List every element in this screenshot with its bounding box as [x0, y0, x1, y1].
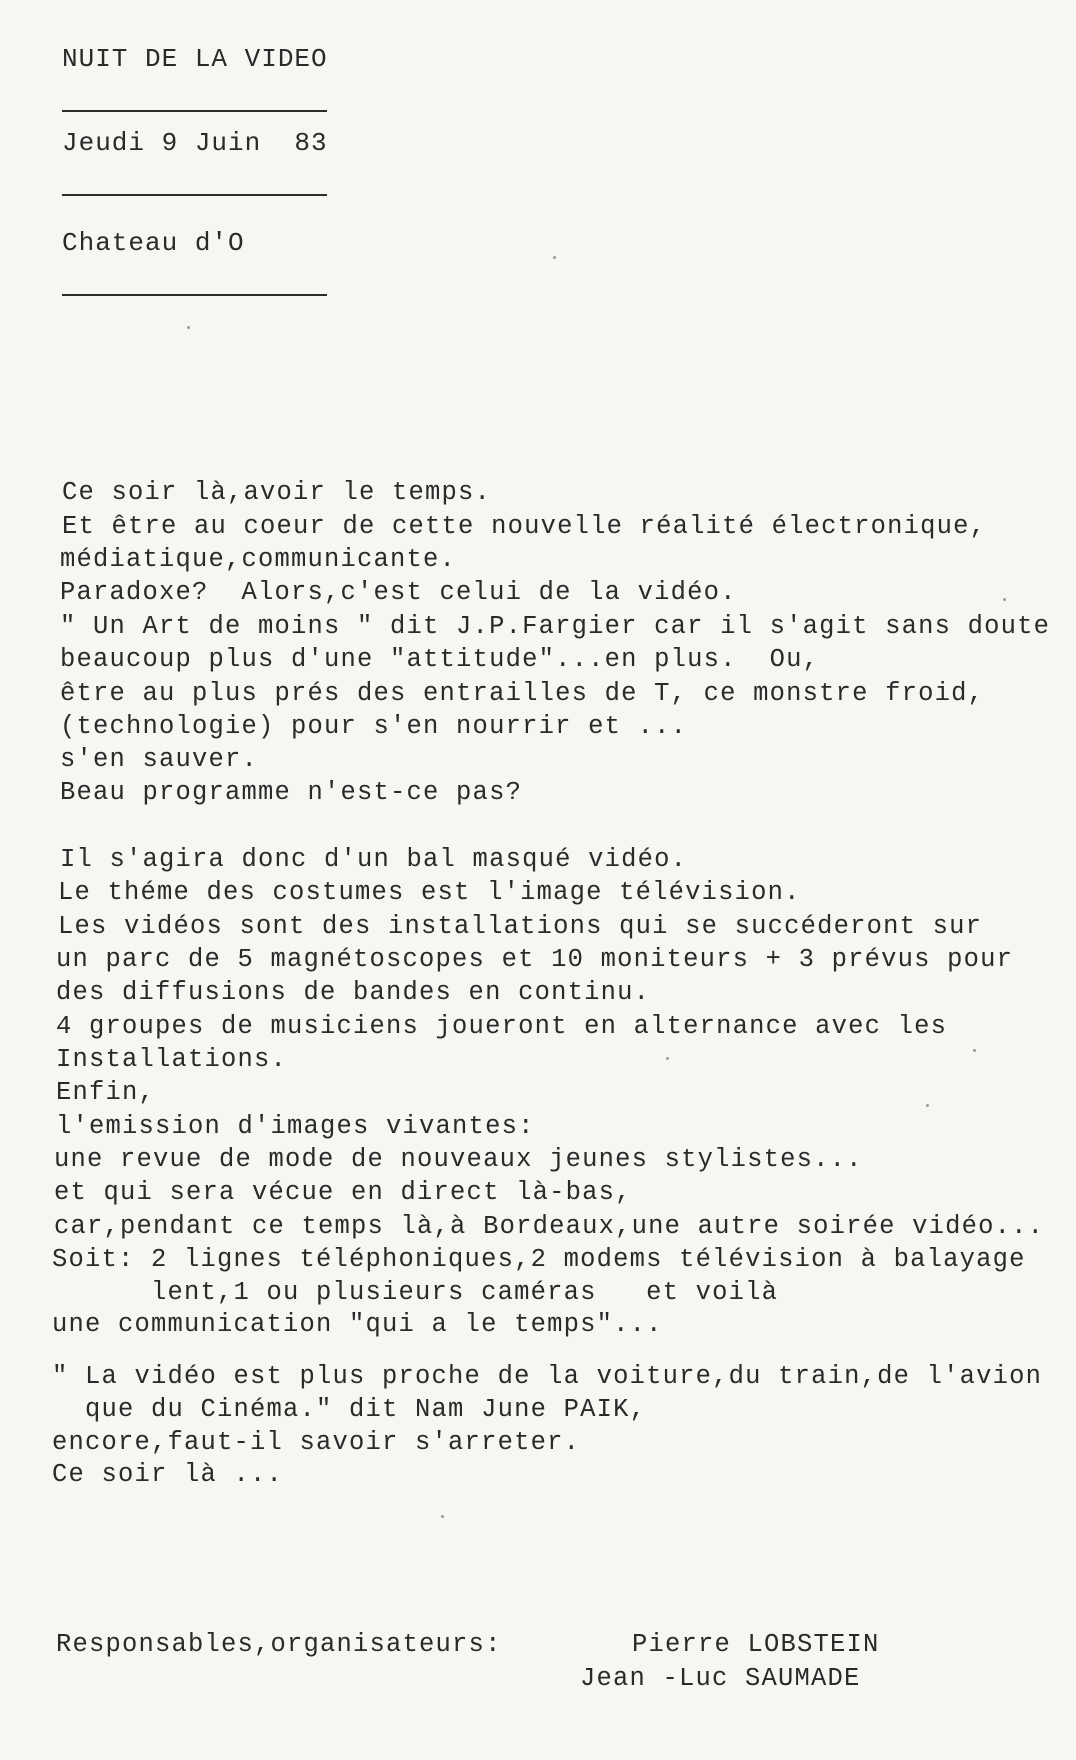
- place-rule: [62, 294, 327, 296]
- body-line: une revue de mode de nouveaux jeunes stylistes...: [54, 1145, 863, 1174]
- body-line: un parc de 5 magnétoscopes et 10 moniteurs + 3 prévus pour: [56, 945, 1014, 974]
- body-line: encore,faut-il savoir s'arreter.: [52, 1428, 581, 1457]
- body-line: Et être au coeur de cette nouvelle réalité électronique,: [62, 512, 987, 541]
- organizers-label: Responsables,organisateurs:: [56, 1630, 502, 1659]
- organizer-name: Pierre LOBSTEIN: [632, 1630, 880, 1659]
- body-line: Paradoxe? Alors,c'est celui de la vidéo.: [60, 578, 737, 607]
- document-title: NUIT DE LA VIDEO: [62, 44, 328, 74]
- paper-speck: [441, 1515, 444, 1518]
- body-line: " La vidéo est plus proche de la voiture,du train,de l'avion: [52, 1362, 1043, 1391]
- body-line: des diffusions de bandes en continu.: [56, 978, 651, 1007]
- paper-speck: [187, 326, 190, 329]
- body-line: 4 groupes de musiciens joueront en alternance avec les: [56, 1012, 948, 1041]
- body-line: Le théme des costumes est l'image télévision.: [58, 878, 801, 907]
- body-line: Il s'agira donc d'un bal masqué vidéo.: [60, 845, 688, 874]
- body-line: car,pendant ce temps là,à Bordeaux,une autre soirée vidéo...: [54, 1212, 1045, 1241]
- body-line: Ce soir là,avoir le temps.: [62, 478, 492, 507]
- paper-speck: [973, 1049, 976, 1052]
- event-place: Chateau d'O: [62, 228, 245, 258]
- body-line: s'en sauver.: [60, 745, 259, 774]
- paper-speck: [553, 256, 556, 259]
- body-line: Ce soir là ...: [52, 1460, 284, 1489]
- body-line: Les vidéos sont des installations qui se succéderont sur: [58, 912, 983, 941]
- paper-speck: [1003, 598, 1006, 601]
- title-rule: [62, 110, 327, 112]
- body-line: beaucoup plus d'une "attitude"...en plus. Ou,: [60, 645, 820, 674]
- paper-speck: [926, 1104, 929, 1107]
- body-line: être au plus prés des entrailles de T, ce monstre froid,: [60, 679, 985, 708]
- body-line: Enfin,: [56, 1078, 156, 1107]
- body-line: (technologie) pour s'en nourrir et ...: [60, 712, 688, 741]
- body-line: et qui sera vécue en direct là-bas,: [54, 1178, 632, 1207]
- paper-speck: [666, 1057, 669, 1060]
- body-line: " Un Art de moins " dit J.P.Fargier car il s'agit sans doute: [60, 612, 1051, 641]
- event-date: Jeudi 9 Juin 83: [62, 128, 328, 158]
- body-line: une communication "qui a le temps"...: [52, 1310, 663, 1339]
- organizer-name: Jean -Luc SAUMADE: [580, 1664, 861, 1693]
- body-line: l'emission d'images vivantes:: [56, 1112, 535, 1141]
- body-line: Installations.: [56, 1045, 288, 1074]
- body-line: Soit: 2 lignes téléphoniques,2 modems télévision à balayage: [52, 1245, 1026, 1274]
- body-line: que du Cinéma." dit Nam June PAIK,: [52, 1395, 647, 1424]
- body-line: lent,1 ou plusieurs caméras et voilà: [52, 1278, 779, 1307]
- date-rule: [62, 194, 327, 196]
- body-line: médiatique,communicante.: [60, 545, 457, 574]
- body-line: Beau programme n'est-ce pas?: [60, 778, 523, 807]
